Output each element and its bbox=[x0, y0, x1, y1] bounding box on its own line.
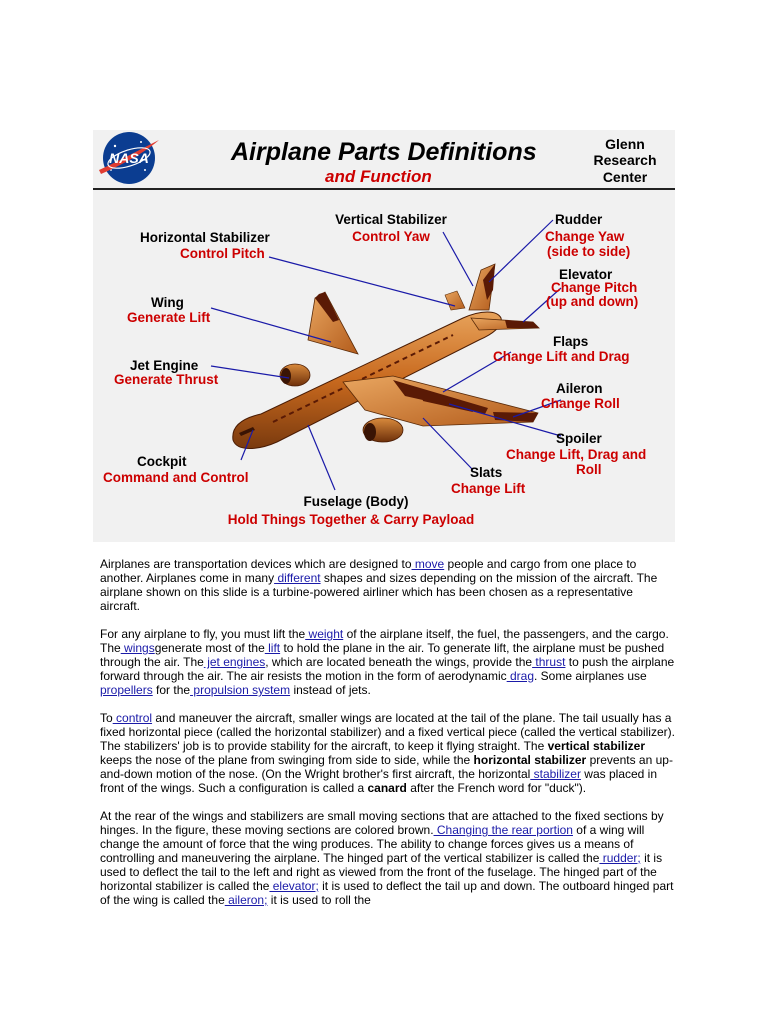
svg-text:Generate Thrust: Generate Thrust bbox=[114, 372, 219, 387]
link-jet-engines[interactable]: jet engines bbox=[203, 655, 266, 669]
link-wings[interactable]: wings bbox=[120, 641, 155, 655]
paragraph-lift bbox=[100, 627, 676, 697]
text: instead of jets. bbox=[290, 683, 371, 697]
article-body bbox=[100, 557, 676, 921]
text: people and cargo from one place to another. Airplanes come in many bbox=[100, 557, 637, 585]
text: of the airplane itself, the fuel, the passengers, and the cargo. The bbox=[100, 627, 669, 655]
org-line-2: Research bbox=[593, 152, 657, 168]
org-line-1: Glenn bbox=[605, 136, 645, 152]
text: after the French word for "duck"). bbox=[406, 781, 587, 795]
svg-text:NASA: NASA bbox=[109, 150, 149, 166]
text: To bbox=[100, 711, 113, 725]
text: to hold the plane in the air. To generate lift, the airplane must be pushed through the air. The bbox=[100, 641, 665, 669]
org-line-3: Center bbox=[602, 169, 648, 185]
text: for the bbox=[152, 683, 191, 697]
link-elevator[interactable]: elevator; bbox=[269, 879, 319, 893]
text: was placed in front of the wings. Such a configuration is called a bbox=[100, 767, 658, 795]
label-rudder bbox=[545, 212, 630, 259]
text: of a wing will change the amount of force that the wing produces. The ability to change forces gives us a means of controlling and maneuvering the airplane. The hinged part of the vertical stabilizer is called the bbox=[100, 823, 645, 865]
svg-text:Elevator: Elevator bbox=[559, 267, 613, 282]
text: Airplanes are transportation devices which are designed to bbox=[100, 557, 412, 571]
svg-text:Flaps: Flaps bbox=[553, 334, 589, 349]
link-aileron[interactable]: aileron; bbox=[224, 893, 268, 907]
text: to push the airplane forward through the air. The air resists the motion in the form of aerodynamic bbox=[100, 655, 675, 683]
label-aileron bbox=[541, 381, 620, 411]
svg-text:(up and down): (up and down) bbox=[546, 294, 639, 309]
svg-text:Aileron: Aileron bbox=[556, 381, 603, 396]
text: At the rear of the wings and stabilizers are small moving sections that are attached to the fixed sections by hinges. In the figure, these moving sections are colored brown. bbox=[100, 809, 664, 837]
svg-text:Fuselage (Body): Fuselage (Body) bbox=[303, 494, 409, 509]
svg-text:Change Yaw: Change Yaw bbox=[545, 229, 625, 244]
link-propulsion-system[interactable]: propulsion system bbox=[190, 683, 291, 697]
svg-text:Jet Engine: Jet Engine bbox=[130, 358, 199, 373]
text: it is used to deflect the tail up and down. The outboard hinged part of the wing is called the bbox=[100, 879, 674, 907]
label-horizontal-stabilizer bbox=[140, 230, 271, 261]
svg-text:Change Lift and Drag: Change Lift and Drag bbox=[493, 349, 630, 364]
airplane-parts-figure bbox=[93, 130, 675, 542]
svg-text:Spoiler: Spoiler bbox=[556, 431, 602, 446]
svg-text:Hold Things Together & Carry P: Hold Things Together & Carry Payload bbox=[227, 512, 475, 527]
label-spoiler bbox=[506, 431, 646, 477]
text: , which are located beneath the wings, provide the bbox=[265, 655, 533, 669]
text: For any airplane to fly, you must lift the bbox=[100, 627, 306, 641]
svg-text:Wing: Wing bbox=[151, 295, 184, 310]
link-move[interactable]: move bbox=[411, 557, 445, 571]
text: . Some airplanes use bbox=[534, 669, 647, 683]
svg-text:Change Roll: Change Roll bbox=[541, 396, 620, 411]
label-flaps bbox=[493, 334, 630, 364]
svg-text:Command and Control: Command and Control bbox=[103, 470, 249, 485]
text: shapes and sizes depending on the mission of the aircraft. The airplane shown on this slide is a turbine-powered airliner which has been chosen as a representative aircraft. bbox=[100, 571, 658, 613]
text: keeps the nose of the plane from swinging from side to side, while the bbox=[100, 753, 474, 767]
link-changing-rear-portion[interactable]: Changing the rear portion bbox=[433, 823, 573, 837]
text: it is used to roll the bbox=[267, 893, 371, 907]
svg-text:(side to side): (side to side) bbox=[547, 244, 631, 259]
link-weight[interactable]: weight bbox=[305, 627, 344, 641]
link-stabilizer[interactable]: stabilizer bbox=[530, 767, 581, 781]
svg-text:Change Pitch: Change Pitch bbox=[551, 280, 638, 295]
label-vertical-stabilizer bbox=[335, 212, 448, 244]
text: it is used to deflect the tail to the left and right as viewed from the front of the fuselage. The hinged part of the horizontal stabilizer is called the bbox=[100, 851, 663, 893]
link-control[interactable]: control bbox=[112, 711, 153, 725]
link-drag[interactable]: drag bbox=[506, 669, 534, 683]
svg-text:Horizontal Stabilizer: Horizontal Stabilizer bbox=[140, 230, 270, 245]
svg-text:Rudder: Rudder bbox=[555, 212, 603, 227]
label-fuselage bbox=[228, 494, 475, 527]
svg-text:Slats: Slats bbox=[470, 465, 503, 480]
page-subtitle: and Function bbox=[325, 167, 432, 186]
text: prevents an up-and-down motion of the nose. (On the Wright brother's first aircraft, the horizontal bbox=[100, 753, 673, 781]
svg-text:Generate Lift: Generate Lift bbox=[127, 310, 211, 325]
svg-text:Roll: Roll bbox=[576, 462, 602, 477]
svg-text:Change Lift, Drag and: Change Lift, Drag and bbox=[506, 447, 647, 462]
label-jet-engine bbox=[114, 358, 219, 387]
label-elevator bbox=[546, 267, 638, 309]
near-engine-intake bbox=[364, 423, 376, 441]
text: generate most of the bbox=[154, 641, 265, 655]
paragraph-intro bbox=[100, 557, 676, 613]
page-title: Airplane Parts Definitions bbox=[231, 138, 537, 166]
svg-text:Control Pitch: Control Pitch bbox=[180, 246, 265, 261]
link-thrust[interactable]: thrust bbox=[532, 655, 566, 669]
svg-text:Change Lift: Change Lift bbox=[451, 481, 526, 496]
link-rudder[interactable]: rudder; bbox=[599, 851, 641, 865]
svg-text:Vertical Stabilizer: Vertical Stabilizer bbox=[335, 212, 447, 227]
bold-term: canard bbox=[367, 781, 407, 795]
far-wing bbox=[308, 292, 358, 354]
paragraph-hinged-surfaces bbox=[100, 809, 676, 907]
link-different[interactable]: different bbox=[274, 571, 321, 585]
bold-term: horizontal stabilizer bbox=[473, 753, 587, 767]
label-slats bbox=[451, 465, 526, 496]
far-engine-intake bbox=[281, 368, 291, 384]
svg-text:Control Yaw: Control Yaw bbox=[352, 229, 430, 244]
bold-term: vertical stabilizer bbox=[547, 739, 645, 753]
paragraph-control bbox=[100, 711, 676, 795]
link-propellers[interactable]: propellers bbox=[100, 683, 153, 697]
horizontal-stabilizer-far bbox=[445, 291, 465, 310]
text: and maneuver the aircraft, smaller wings are located at the tail of the plane. The tail usually has a fixed horizontal piece (called the horizontal stabilizer) and a fixed vertical piece (called the vertical stabilizer). The stabilizers' job is to provide stability for the aircraft, to keep it flying straight. The bbox=[100, 711, 675, 753]
svg-text:Cockpit: Cockpit bbox=[137, 454, 187, 469]
label-cockpit bbox=[103, 454, 249, 485]
label-wing bbox=[127, 295, 211, 325]
link-lift[interactable]: lift bbox=[264, 641, 281, 655]
